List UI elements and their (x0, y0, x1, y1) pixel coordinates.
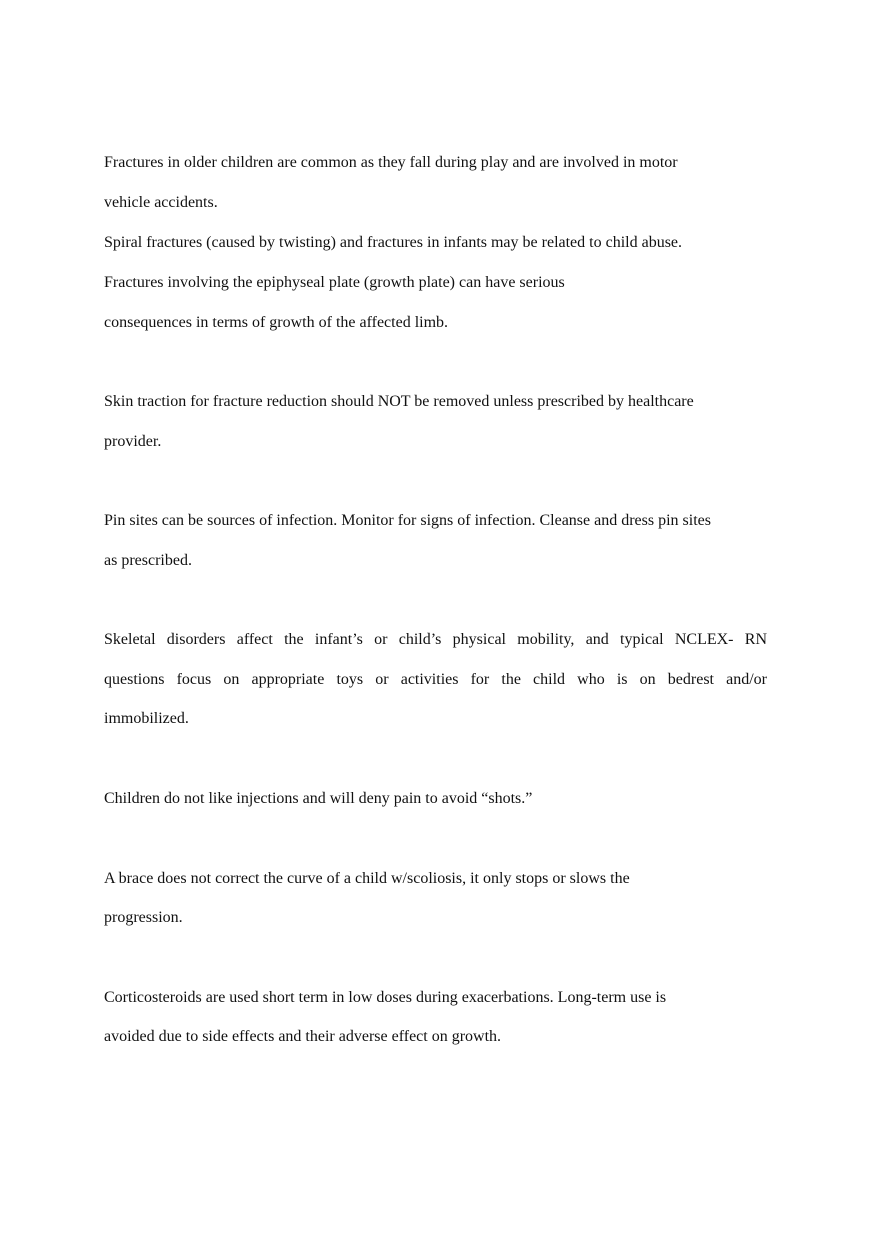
text-line: as prescribed. (104, 552, 192, 569)
text-line: questions focus on appropriate toys or activities for the child who is on bedrest and/or (104, 671, 767, 688)
text-line: Skeletal disorders affect the infant’s or child’s physical mobility, and typical NCLEX- RN (104, 631, 767, 648)
text-line: A brace does not correct the curve of a child w/scoliosis, it only stops or slows the (104, 870, 630, 887)
text-line: progression. (104, 909, 183, 926)
text-line: immobilized. (104, 710, 189, 727)
text-line: Pin sites can be sources of infection. Monitor for signs of infection. Cleanse and dress pin sites (104, 512, 711, 529)
text-line: provider. (104, 433, 162, 450)
text-line: Children do not like injections and will deny pain to avoid “shots.” (104, 790, 533, 807)
text-line: vehicle accidents. (104, 194, 218, 211)
text-line: Fractures in older children are common as they fall during play and are involved in motor (104, 154, 678, 171)
text-line: Skin traction for fracture reduction should NOT be removed unless prescribed by healthcare (104, 393, 694, 410)
text-line: avoided due to side effects and their adverse effect on growth. (104, 1028, 502, 1045)
text-line: Corticosteroids are used short term in low doses during exacerbations. Long-term use is (104, 989, 667, 1006)
text-line: Fractures involving the epiphyseal plate (growth plate) can have serious (104, 274, 565, 291)
text-line: consequences in terms of growth of the affected limb. (104, 314, 449, 331)
text-line: Spiral fractures (caused by twisting) and fractures in infants may be related to child abuse. (104, 234, 683, 251)
